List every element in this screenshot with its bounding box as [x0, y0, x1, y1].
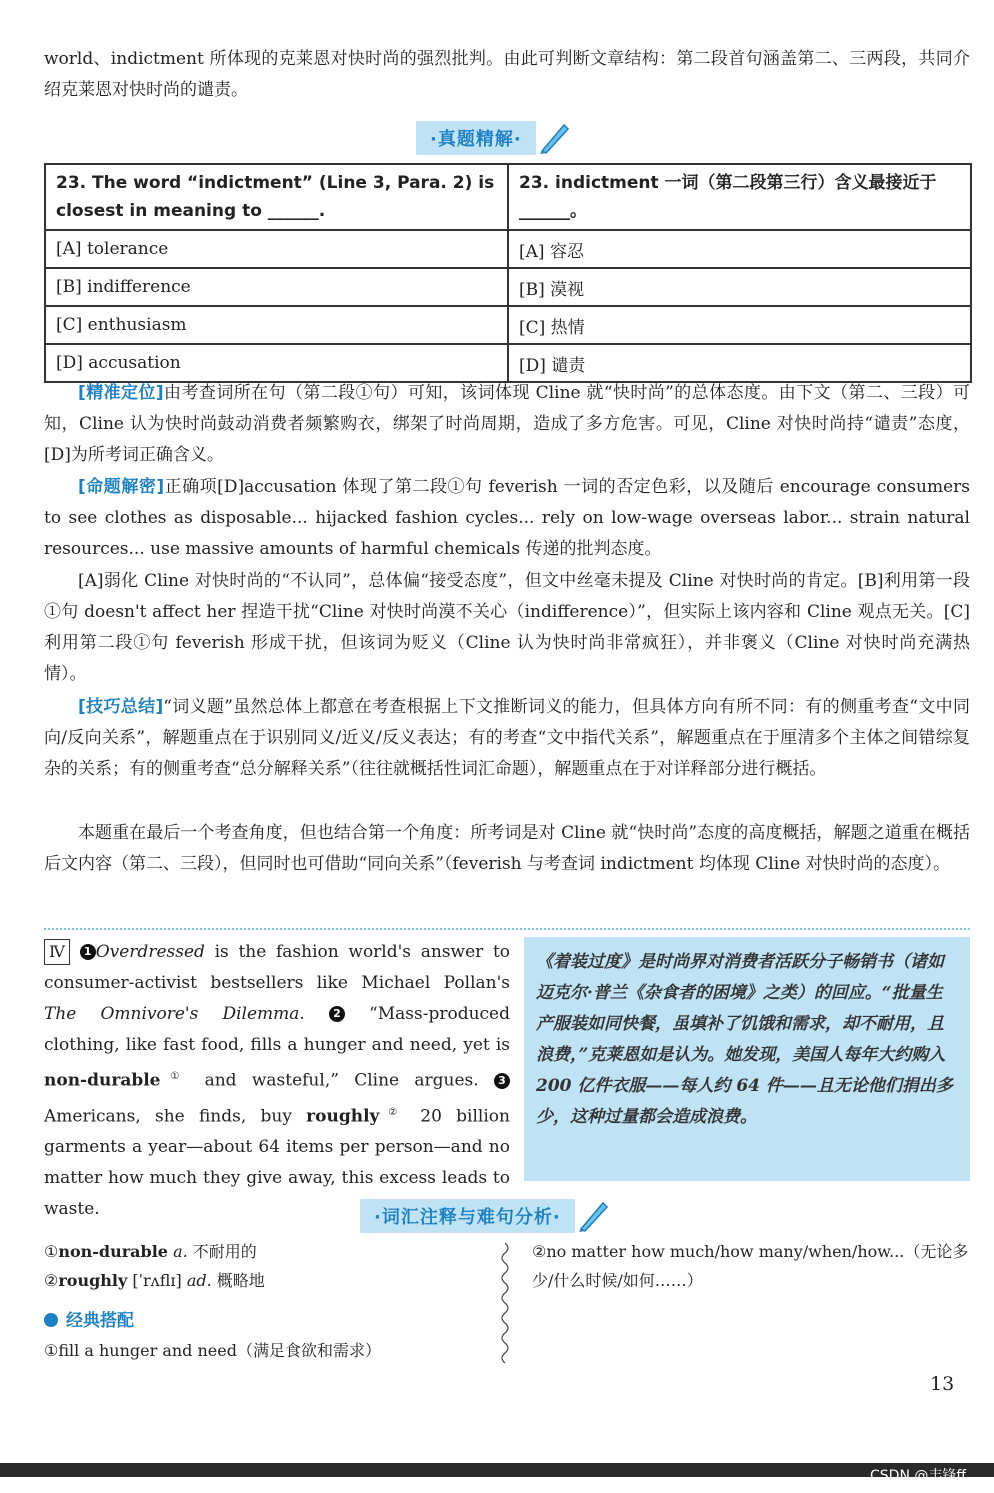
option-b-en: [B] indifference: [45, 268, 508, 306]
vocab-word-roughly: roughly: [306, 1106, 380, 1127]
analysis-question-design: [44, 472, 970, 565]
pen-icon: [538, 121, 570, 155]
analysis-skill-summary: [44, 692, 970, 785]
option-c-cn: [C] 热情: [508, 306, 971, 344]
analysis-precise-location: [44, 378, 970, 471]
vocab-num-2: ②: [44, 1271, 59, 1290]
banner-label: ·真题精解·: [416, 121, 536, 155]
option-a-cn: [A] 容忍: [508, 230, 971, 268]
vocab-right-note: ②no matter how much/how many/when/how...（无论多少/什么时候/如何……）: [532, 1242, 969, 1290]
paragraph-number: Ⅳ: [44, 939, 70, 965]
sentence-marker-2: 2: [329, 1006, 345, 1022]
vocab-pos-1: a.: [167, 1242, 188, 1261]
vocab-def-1: 不耐用的: [187, 1242, 257, 1261]
question-table: [44, 163, 972, 383]
tag-precise-location: [精准定位]: [78, 383, 164, 403]
option-d-cn: [D] 谴责: [508, 344, 971, 382]
vocab-entry-1: [44, 1237, 257, 1266]
book-title-omnivore: The Omnivore's Dilemma: [44, 1004, 300, 1024]
vocab-pos-2: ad.: [181, 1271, 212, 1290]
footnote-2: ②: [379, 1106, 407, 1118]
tag-question-design: [命题解密]: [78, 477, 165, 497]
passage-s3b: 20 billion garments a year—about 64 items per person—and no matter how much they give away, this excess leads to waste.: [44, 1106, 510, 1220]
passage-english: [44, 937, 510, 1225]
analysis-distractors: [A]弱化 Cline 对快时尚的“不认同”，总体偏“接受态度”，但文中丝毫未提及 Cline 对快时尚的肯定。[B]利用第一段①句 doesn't affect her 捏造干扰“Cline 对快时尚漠不关心（indifference）”，但实际上该内容和 Cline 观点无关。[C]利用第二段①句 feverish 形成干扰，但该词为贬义（Cline 认为快时尚非常疯狂），并非褒义（Cline 对快时尚充满热情）。: [44, 571, 970, 684]
analysis-text-4: “词义题”虽然总体上都意在考查根据上下文推断词义的能力，但具体方向有所不同：有的侧重考查“文中同向/反向关系”，解题重点在于识别同义/近义/反义表达；有的考查“文中指代关系”，解题重点在于厘清多个主体之间错综复杂的关系；有的侧重考查“总分解释关系”（往往就概括性词汇命题），解题重点在于对详释部分进行概括。: [44, 697, 970, 779]
vocab-def-2: 概略地: [211, 1271, 265, 1290]
analysis-text-2: 正确项[D]accusation 体现了第二段①句 feverish 一词的否定色彩，以及随后 encourage consumers to see clothes as disposable... hijacked fashion cycles... rely on low-wage overseas labor... strain natural resources... use massive amounts of harmful chemicals 传递的批判态度。: [44, 477, 970, 559]
option-b-cn: [B] 漠视: [508, 268, 971, 306]
passage-s3a: Americans, she finds, buy: [44, 1106, 307, 1127]
classic-collocation-title: [44, 1307, 134, 1336]
bullet-icon: [44, 1313, 58, 1327]
option-d-en: [D] accusation: [45, 344, 508, 382]
vocab-word-2: roughly: [58, 1271, 128, 1290]
wavy-divider: [498, 1243, 512, 1363]
bottom-bar: [0, 1463, 994, 1477]
analysis-text-1: 由考查词所在句（第二段①句）可知，该词体现 Cline 就“快时尚”的总体态度。由下文（第二、三段）可知，Cline 认为快时尚鼓动消费者频繁购衣，绑架了时尚周期，造成了多方危害。可见，Cline 对快时尚持“谴责”态度，[D]为所考词正确含义。: [44, 383, 970, 465]
page-number: 13: [930, 1373, 955, 1395]
option-a-en: [A] tolerance: [45, 230, 508, 268]
vocab-word-1: non-durable: [58, 1242, 168, 1261]
vocab-entry-2: [44, 1266, 265, 1295]
passage-s1-end: .: [299, 1004, 305, 1024]
question-stem-en: 23. The word “indictment” (Line 3, Para. 2) is closest in meaning to ______.: [45, 164, 508, 230]
book-title-overdressed: Overdressed: [95, 942, 205, 962]
watermark: CSDN @丰锋ff: [870, 1468, 967, 1484]
passage-s2a: “Mass-produced clothing, like fast food, fills a hunger and need, yet is: [44, 1004, 511, 1055]
translation-box: [524, 937, 970, 1181]
classic-collocation-item: ①fill a hunger and need（满足食欲和需求）: [44, 1341, 381, 1360]
passage-s2b: and wasteful,” Cline argues.: [189, 1070, 479, 1091]
section-divider: [44, 928, 970, 930]
vocab-num-1: ①: [44, 1242, 59, 1261]
intro-paragraph: world、indictment 所体现的克莱恩对快时尚的强烈批判。由此可判断文章结构：第二段首句涵盖第二、三两段，共同介绍克莱恩对快时尚的谴责。: [44, 49, 970, 100]
banner-vocab-label: ·词汇注释与难句分析·: [360, 1199, 575, 1233]
sentence-marker-1: 1: [80, 944, 96, 960]
passage-s1: is the fashion world's answer to consumer-activist bestsellers like Michael Pollan's: [44, 942, 511, 993]
option-c-en: [C] enthusiasm: [45, 306, 508, 344]
translation-text: 《着装过度》是时尚界对消费者活跃分子畅销书（诸如迈克尔·普兰《杂食者的困境》之类）的回应。“批量生产服装如同快餐，虽填补了饥饿和需求，却不耐用，且浪费，”克莱恩如是认为。她发现，美国人每年大约购入 200 亿件衣服——每人约 64 件——且无论他们捐出多少，这种过量都会造成浪费。: [536, 952, 953, 1127]
tag-skill-summary: [技巧总结]: [78, 697, 164, 717]
vocab-word-nondurable: non-durable: [44, 1070, 161, 1091]
footnote-1: ①: [160, 1071, 190, 1082]
analysis-conclusion: 本题重在最后一个考查角度，但也结合第一个角度：所考词是对 Cline 就“快时尚”态度的高度概括，解题之道重在概括后文内容（第二、三段），但同时也可借助“同向关系”（feverish 与考查词 indictment 均体现 Cline 对快时尚的态度）。: [44, 823, 970, 874]
pen-icon: [577, 1199, 609, 1233]
sentence-marker-3: 3: [494, 1073, 510, 1089]
banner-exam-analysis: [416, 121, 570, 155]
question-stem-cn: 23. indictment 一词（第二段第三行）含义最接近于______。: [508, 164, 971, 230]
banner-vocab-analysis: [360, 1199, 609, 1233]
vocab-ipa-2: [ˈrʌflɪ]: [127, 1271, 182, 1290]
classic-title-text: 经典搭配: [66, 1311, 134, 1331]
